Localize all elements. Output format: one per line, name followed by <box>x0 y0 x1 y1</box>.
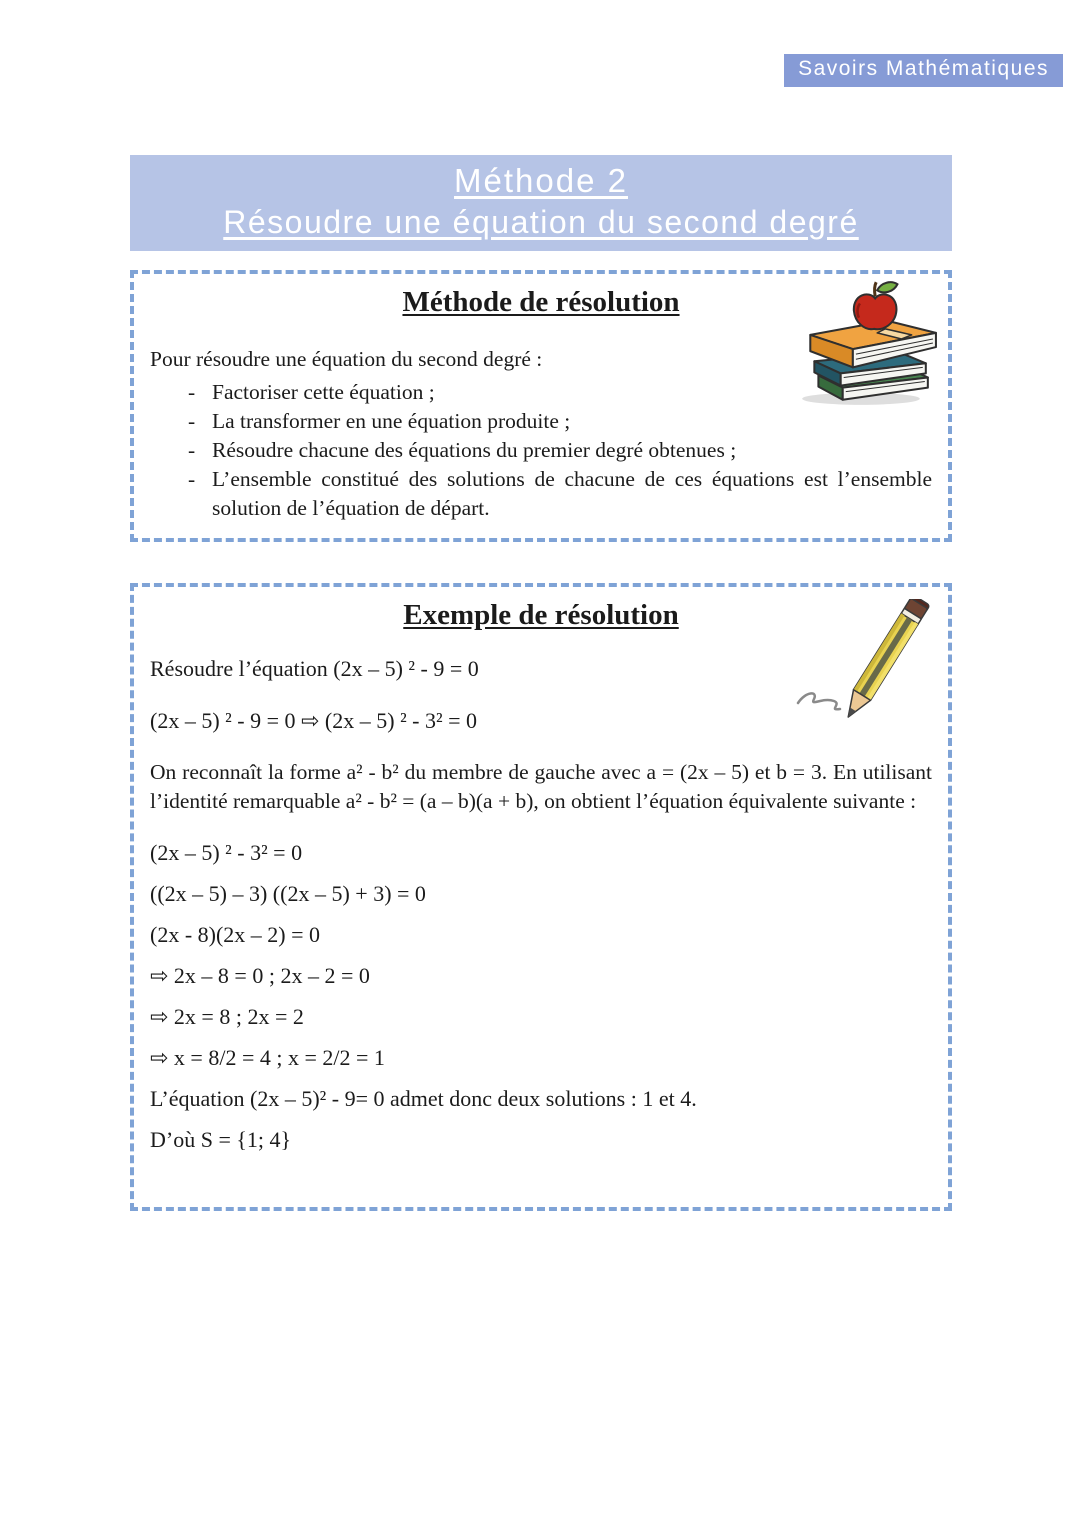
bullet-item <box>188 465 932 523</box>
bullet-dash: - <box>188 467 196 492</box>
equation-line: ⇨ x = 8/2 = 4 ; x = 2/2 = 1 <box>150 1045 385 1071</box>
conclusion-line: L’équation (2x – 5)² - 9= 0 admet donc deux solutions : 1 et 4. <box>150 1086 697 1112</box>
scribble-icon <box>798 693 840 709</box>
method-intro: Pour résoudre une équation du second degré : <box>150 347 543 371</box>
bullet-text: Factoriser cette équation ; <box>212 380 435 405</box>
title-banner <box>130 155 952 251</box>
example-explanation <box>150 758 932 815</box>
method-box-title: Méthode de résolution <box>402 286 680 318</box>
apple-icon <box>854 282 898 329</box>
explanation-sentence-2: En utilisant l’identité remarquable a² - b² = (a – b)(a + b), on obtient l’équation équivalente suivante : <box>150 760 932 813</box>
explanation-sentence-1: On reconnaît la forme a² - b² du membre de gauche avec a = (2x – 5) et b = 3. <box>150 760 833 784</box>
equation-transform-line: (2x – 5) ² - 9 = 0 ⇨ (2x – 5) ² - 3² = 0 <box>150 708 477 733</box>
equation-line: ⇨ 2x – 8 = 0 ; 2x – 2 = 0 <box>150 963 370 989</box>
pencil-icon <box>840 599 930 722</box>
pencil-illustration <box>784 599 934 729</box>
site-badge: Savoirs Mathématiques <box>784 54 1063 87</box>
bullet-dash: - <box>188 380 196 405</box>
solution-set-line: D’où S = {1; 4} <box>150 1127 292 1153</box>
banner-method-number: Méthode 2 <box>454 162 628 199</box>
bullet-dash: - <box>188 409 196 434</box>
bullet-dash: - <box>188 438 196 463</box>
banner-method-title: Résoudre une équation du second degré <box>223 204 859 240</box>
example-box <box>130 583 952 1211</box>
example-box-title: Exemple de résolution <box>403 599 679 631</box>
method-box <box>130 270 952 542</box>
bullet-item <box>188 407 932 436</box>
bullet-text: La transformer en une équation produite ; <box>212 409 571 434</box>
bullet-text: L’ensemble constitué des solutions de chacune de ces équations est l’ensemble solution de l’équation de départ. <box>212 467 932 521</box>
method-bullet-list <box>188 378 932 523</box>
equation-line: ((2x – 5) – 3) ((2x – 5) + 3) = 0 <box>150 881 426 907</box>
example-statement: Résoudre l’équation (2x – 5) ² - 9 = 0 <box>150 656 479 681</box>
equation-line: (2x – 5) ² - 3² = 0 <box>150 840 303 866</box>
bullet-item <box>188 436 932 465</box>
bullet-item <box>188 378 932 407</box>
bullet-text: Résoudre chacune des équations du premier degré obtenues ; <box>212 438 737 463</box>
equation-line: (2x - 8)(2x – 2) = 0 <box>150 922 321 948</box>
equation-line: ⇨ 2x = 8 ; 2x = 2 <box>150 1004 304 1030</box>
